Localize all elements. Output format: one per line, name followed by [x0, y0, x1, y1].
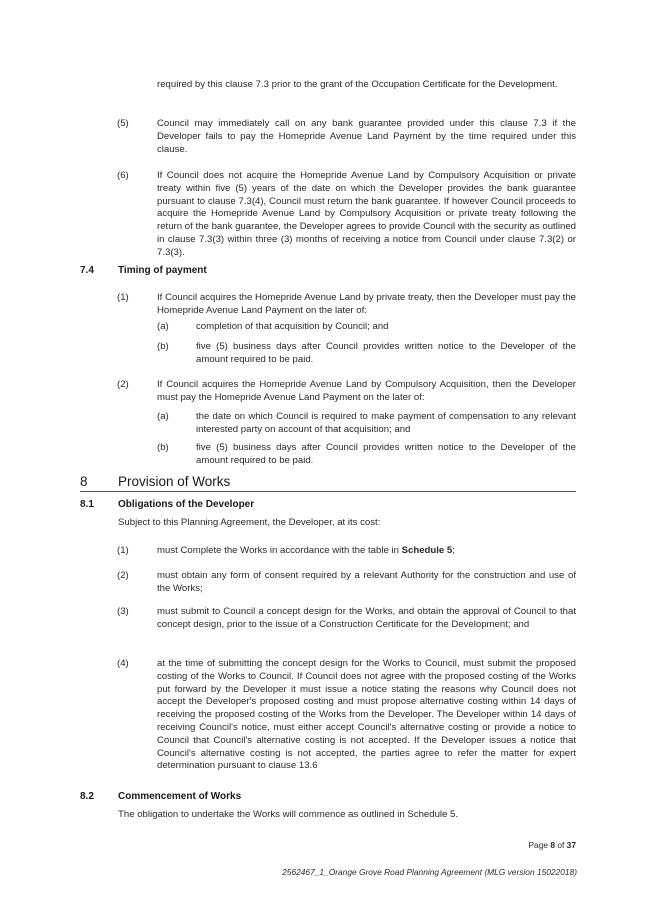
- item-number: (5): [117, 118, 129, 129]
- clause-7-4-2-text: If Council acquires the Homepride Avenue Land by Compulsory Acquisition, then the Developer must pay the Homepride Avenue Land Payment on the later of:: [157, 379, 576, 403]
- item-number: (2): [117, 379, 129, 390]
- section-heading: Obligations of the Developer: [118, 499, 255, 510]
- section-heading: Provision of Works: [118, 474, 231, 489]
- clause-7-3-6-text: If Council does not acquire the Homepride Avenue Land by Compulsory Acquisition or private treaty within five (5) years of the date on which the Developer provides the bank guarantee pursuant to clause 7.3(4), Council must return the bank guarantee. If however Council proceeds to acquire the Homepride Avenue Land by Compulsory Acquisition or private treaty following the return of the bank guarantee, the Developer agrees to provide Council with the security as outlined in clause 7.3(3) within three (3) months of receiving a notice from Council under clause 7.3(2) or 7.3(3).: [157, 170, 576, 258]
- section-heading: Timing of payment: [118, 265, 207, 276]
- schedule-reference: Schedule 5: [401, 545, 453, 556]
- clause-7-4-2-b-text: five (5) business days after Council provides written notice to the Developer of the amount required to be paid.: [196, 442, 576, 466]
- clause-7-3-5-text: Council may immediately call on any bank guarantee provided under this clause 7.3 if the Developer fails to pay the Homepride Avenue Land Payment by the time required under this clause.: [157, 118, 576, 155]
- clause-8-1-4-text: at the time of submitting the concept design for the Works to Council, must submit the proposed costing of the Works to Council. If Council does not agree with the proposed costing of the Works put forward by the Developer it must issue a notice stating the reasons why Council does not accept the Developer's proposed costing and must propose alternative costing within 14 days of receiving the proposed costing of the Works from the Developer. The Developer within 14 days of receiving Council's notice, must either accept Council's alternative costing or provide a notice to Council that Council's alternative costing is not accepted. If the Developer issues a notice that Council's alternative costing is not accepted, the parties agree to refer the matter for expert determination pursuant to clause 13.6: [157, 658, 576, 772]
- clause-8-1-1-text: must Complete the Works in accordance with the table in Schedule 5;: [157, 545, 455, 556]
- sub-item-number: (a): [157, 411, 169, 422]
- clause-8-2-text: The obligation to undertake the Works will commence as outlined in Schedule 5.: [118, 809, 459, 820]
- clause-7-4-1-text: If Council acquires the Homepride Avenue Land by private treaty, then the Developer must pay the Homepride Avenue Land Payment on the later of:: [157, 292, 576, 316]
- section-number: 8.2: [80, 791, 94, 802]
- item-number: (2): [117, 570, 129, 581]
- sub-item-number: (a): [157, 321, 169, 332]
- clause-8-1-2-text: must obtain any form of consent required by a relevant Authority for the construction and use of the Works;: [157, 570, 576, 594]
- clause-8-1-3-text: must submit to Council a concept design for the Works, and obtain the approval of Council to that concept design, prior to the issue of a Construction Certificate for the Development; and: [157, 606, 576, 630]
- document-reference: 2562467_1_Orange Grove Road Planning Agreement (MLG version 15022018): [282, 867, 577, 877]
- clause-7-4-1-a-text: completion of that acquisition by Council; and: [196, 321, 389, 332]
- lead-paragraph: Subject to this Planning Agreement, the Developer, at its cost:: [118, 517, 381, 528]
- sub-item-number: (b): [157, 341, 169, 352]
- item-number: (6): [117, 170, 129, 181]
- page-number: Page 8 of 37: [528, 840, 576, 850]
- section-number: 8: [80, 474, 88, 489]
- section-number: 8.1: [80, 499, 94, 510]
- clause-7-4-1-b-text: five (5) business days after Council provides written notice to the Developer of the amount required to be paid.: [196, 341, 576, 365]
- item-number: (1): [117, 292, 129, 303]
- continuation-paragraph: required by this clause 7.3 prior to the grant of the Occupation Certificate for the Development.: [157, 79, 558, 90]
- sub-item-number: (b): [157, 442, 169, 453]
- section-heading: Commencement of Works: [118, 791, 242, 802]
- section-number: 7.4: [80, 265, 94, 276]
- item-number: (4): [117, 658, 129, 669]
- clause-7-4-2-a-text: the date on which Council is required to make payment of compensation to any relevant interested party on account of that acquisition; and: [196, 411, 576, 435]
- item-number: (3): [117, 606, 129, 617]
- item-number: (1): [117, 545, 129, 556]
- section-divider: [80, 491, 576, 492]
